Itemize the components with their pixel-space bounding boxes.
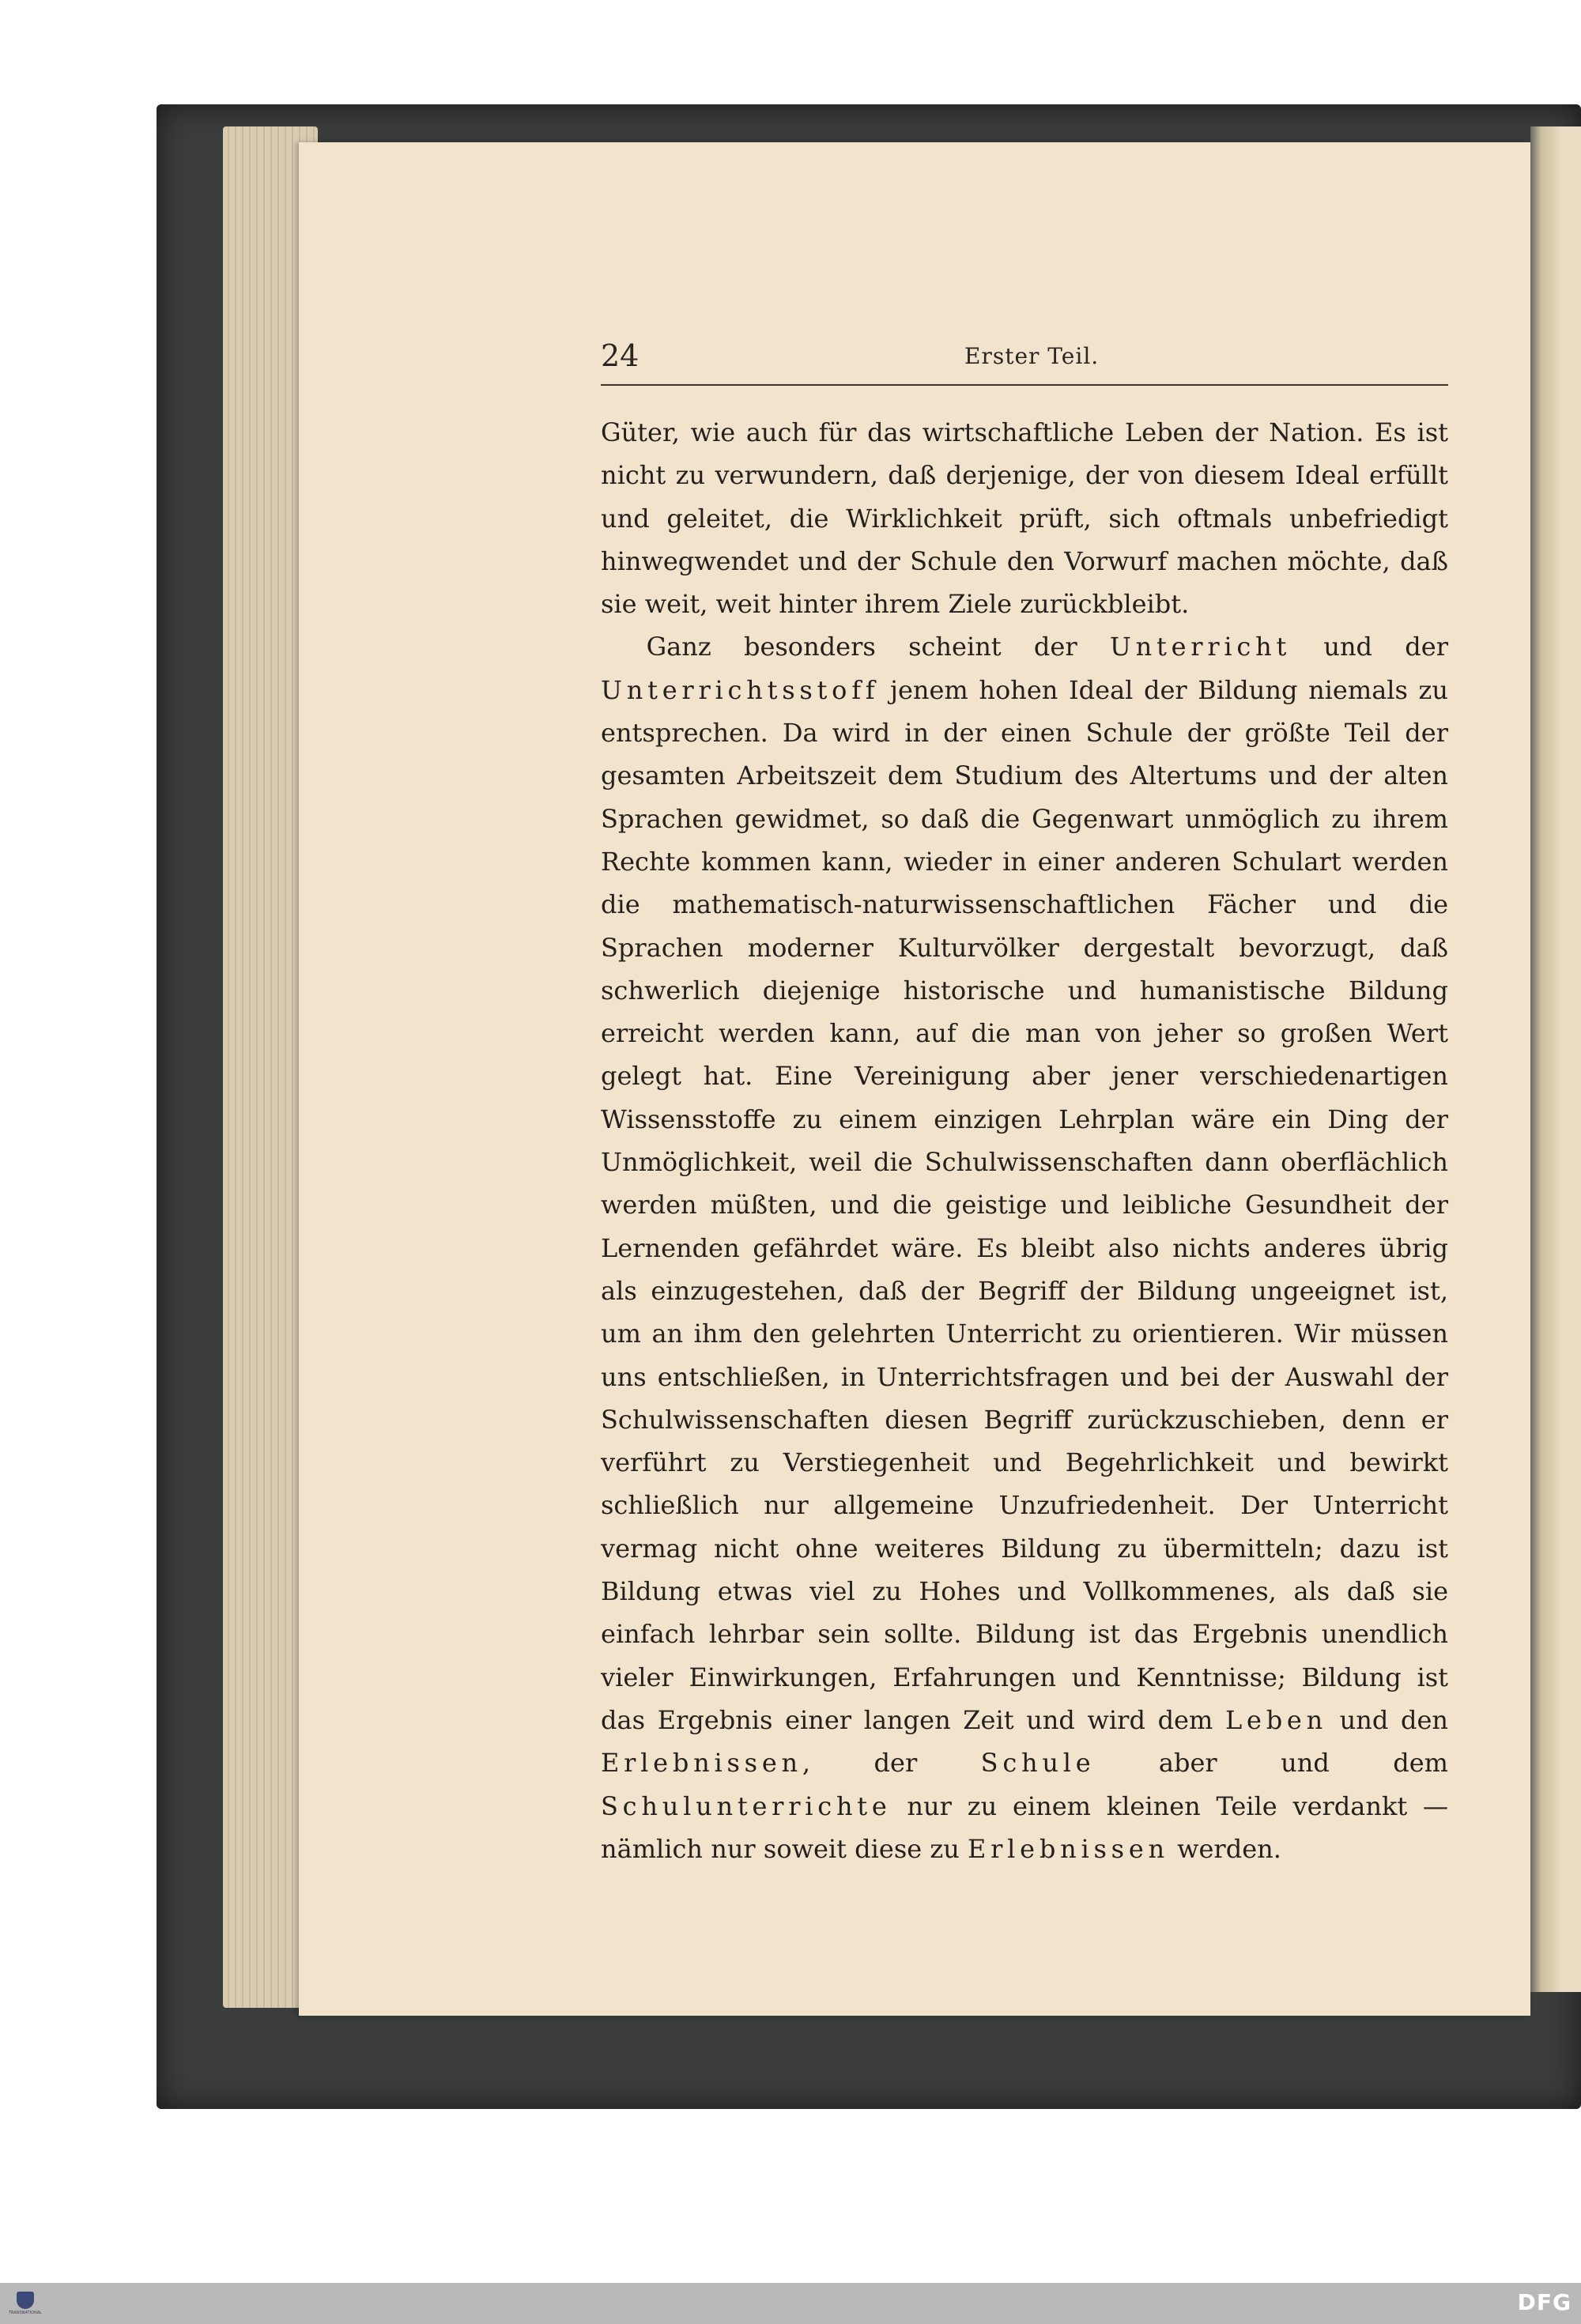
library-logo-text: TRANSNATIONAL bbox=[9, 2311, 42, 2315]
text-run: aber und dem bbox=[1095, 1748, 1449, 1779]
dfg-logo: DFG bbox=[1517, 2289, 1572, 2315]
paragraph-2 bbox=[601, 625, 1448, 1870]
text-run: nur zu einem kleinen Teile verdankt — nämlich nur soweit diese zu bbox=[601, 1790, 1448, 1864]
emphasis-unterrichtsstoff: Unterrichtsstoff bbox=[601, 674, 880, 705]
emphasis-unterricht: Unterricht bbox=[1109, 632, 1292, 662]
emphasis-erlebnissen: Erlebnissen bbox=[601, 1748, 802, 1779]
emphasis-schulunterrichte: Schulunterrichte bbox=[601, 1790, 892, 1821]
body-text bbox=[601, 411, 1448, 1870]
text-run: Ganz besonders scheint der bbox=[646, 632, 1110, 662]
text-run: werden. bbox=[1168, 1833, 1281, 1864]
text-run: und den bbox=[1327, 1704, 1449, 1735]
emphasis-erlebnissen-2: Erlebnissen bbox=[968, 1833, 1169, 1864]
paragraph-1: Güter, wie auch für das wirtschaftliche Leben der Nation. Es ist nicht zu verwundern, daß derjenige, der von diesem Ideal erfüllt und geleitet, die Wirklichkeit prüft, sich oftmals unbefriedigt hinwegwendet und der Schule den Vorwurf machen möchte, daß sie weit, weit hinter ihrem Ziele zurückbleibt. bbox=[601, 417, 1448, 620]
viewer-footer-bar bbox=[0, 2283, 1581, 2324]
shield-icon bbox=[17, 2292, 34, 2309]
text-run: jenem hohen Ideal der Bildung niemals zu entsprechen. Da wird in der einen Schule der größte Teil der gesamten Arbeitszeit dem Studium des Altertums und der alten Sprachen gewidmet, so daß die Gegenwart unmöglich zu ihrem Rechte kommen kann, wieder in einer anderen Schulart werden die mathematisch-naturwissenschaftlichen Fächer und die Sprachen moderner Kulturvölker dergestalt bevorzugt, daß schwerlich diejenige historische und humanistische Bildung erreicht werden kann, auf die man von jeher so großen Wert gelegt hat. Eine Vereinigung aber jener verschiedenartigen Wissensstoffe zu einem einzigen Lehrplan wäre ein Ding der Unmöglichkeit, weil die Schulwissenschaften dann oberflächlich werden müßten, und die geistige und leibliche Gesundheit der Lernenden gefährdet wäre. Es bleibt also nichts anderes übrig als einzugestehen, daß der Begriff der Bildung ungeeignet ist, um an ihm den gelehrten Unterricht zu orientieren. Wir müssen uns entschließen, in Unterrichtsfragen und bei der Auswahl der Schulwissenschaften diesen Begriff zurückzuschieben, denn er verführt zu Verstiegenheit und Begehrlichkeit und bewirkt schließlich nur allgemeine Unzufriedenheit. Der Unterricht vermag nicht ohne weiteres Bildung zu übermitteln; dazu ist Bildung etwas viel zu Hohes und Vollkommenes, als daß sie einfach lehrbar sein sollte. Bildung ist das Ergebnis unendlich vieler Einwirkungen, Erfahrungen und Kenntnisse; Bildung ist das Ergebnis einer langen Zeit und wird dem bbox=[601, 674, 1448, 1735]
page-header bbox=[601, 338, 1448, 386]
emphasis-leben: Leben bbox=[1224, 1704, 1328, 1735]
text-run: , der bbox=[802, 1748, 981, 1779]
running-head: Erster Teil. bbox=[964, 343, 1100, 369]
page-number: 24 bbox=[601, 338, 640, 373]
facing-page-edge bbox=[1530, 126, 1581, 1992]
emphasis-schule: Schule bbox=[980, 1748, 1096, 1779]
text-run: und der bbox=[1291, 632, 1448, 662]
library-logo bbox=[9, 2286, 41, 2321]
